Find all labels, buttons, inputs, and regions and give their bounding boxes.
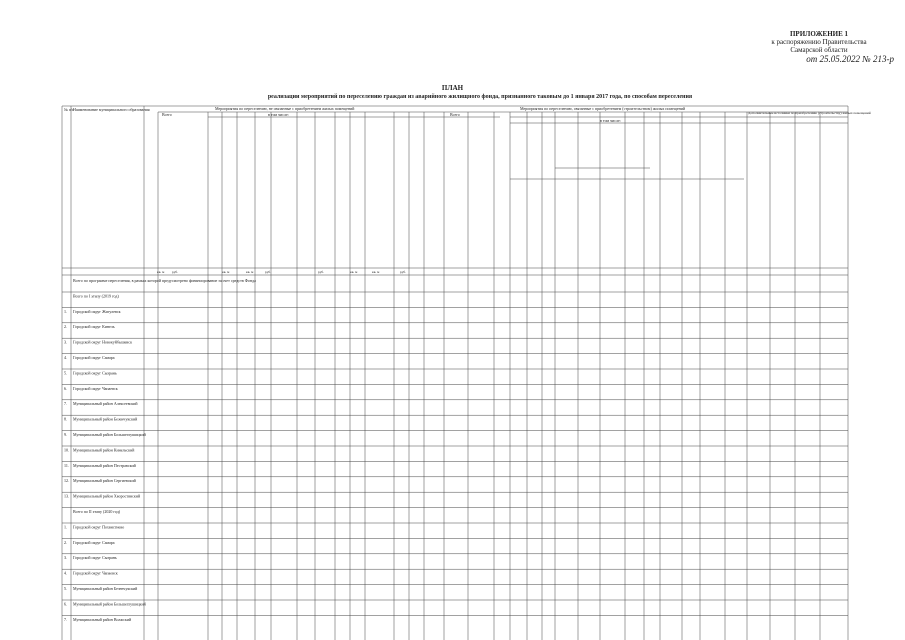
row-number: 9. [64,432,67,437]
header-total-2: Всего [450,112,460,117]
appendix-line-1: ПРИЛОЖЕНИЕ 1 [789,30,849,38]
unit-label: руб. [400,270,407,274]
header-including-1: в том числе: [268,112,289,117]
row-number: 8. [64,416,67,422]
row-name: Городской округ Жигулевск [73,308,121,314]
header-including-2: в том числе: [600,118,621,123]
row-number: 5. [64,370,67,376]
row-name: Муниципальный район Большеглушицкий [73,432,146,437]
appendix-date-ref: от 25.05.2022 № 213-р [806,54,894,64]
row-number: 4. [64,355,67,360]
row-number: 3. [64,339,67,345]
row-name: Муниципальный район Безенчукский [73,586,138,591]
row-number: 5. [64,586,67,591]
row-number: 10. [64,447,69,453]
header-group-2: Мероприятия по переселению, связанные с приобретением (строительством) жилых помещений [520,106,686,111]
row-number: 1. [64,524,67,530]
header-total-1: Всего [162,112,172,117]
header-group-1: Мероприятия по переселению, не связанные с приобретением жилых помещений [215,106,355,111]
page-title: ПЛАН [441,84,464,92]
row-name: Городской округ Чапаевск [73,570,118,576]
row-name: Муниципальный район Алексеевский [73,401,138,407]
header-additional: Дополнительные источники по приобретению (строительству) жилых помещений [748,111,871,115]
row-name: Городской округ Новокуйбышевск [73,339,133,345]
row-name: Городской округ Кинель [73,324,115,330]
row-name: Муниципальный район Безенчукский [73,416,138,422]
row-number: 6. [64,601,67,607]
row-name: Всего по II этапу (2020 год) [73,509,121,514]
unit-label: кв. м [372,270,380,274]
row-name: Городской округ Чапаевск [73,385,118,391]
row-number: 13. [64,493,69,499]
row-name: Городской округ Сызрань [73,555,117,561]
unit-label: кв. м [246,270,254,274]
unit-label: руб. [172,270,179,274]
header-number: № п/п [64,107,75,112]
unit-label: руб. [318,270,325,274]
unit-label: руб. [265,270,272,274]
row-name: Городской округ Самара [73,355,115,360]
row-name: Муниципальный район Хворостянский [73,493,141,499]
unit-label: кв. м [222,270,230,274]
row-number: 6. [64,385,67,391]
row-number: 2. [64,539,67,545]
row-number: 11. [64,462,69,468]
row-number: 7. [64,616,67,622]
row-name: Всего по I этапу (2019 год) [73,293,119,299]
row-name: Городской округ Похвистнево [73,524,125,530]
row-number: 1. [64,308,67,314]
row-number: 7. [64,401,67,407]
row-name: Муниципальный район Пестравский [73,462,136,468]
unit-label: кв. м [157,270,165,274]
appendix-line-2: к распоряжению Правительства [771,38,867,46]
row-name: Муниципальный район Сергиевский [73,478,136,484]
unit-label: кв. м [350,270,358,274]
row-name: Всего по программе переселения, в рамках которой предусмотрено финансирование за счет средств Фонда [73,278,256,283]
row-number: 3. [64,555,67,561]
row-name: Городской округ Сызрань [73,370,117,376]
row-number: 4. [64,570,67,576]
row-name: Муниципальный район Кинельский [73,447,135,453]
row-name: Муниципальный район Большеглушицкий [73,601,146,607]
page-subtitle: реализации мероприятий по переселению граждан из аварийного жилищного фонда, признанного таковым до 1 января 2017 года, по способам переселения [267,94,693,100]
row-number: 2. [64,324,67,330]
row-name: Городской округ Самара [73,539,115,545]
appendix-line-3: Самарской области [790,46,848,54]
row-number: 12. [64,478,69,484]
row-name: Муниципальный район Волжский [73,616,132,622]
header-municipality: Наименование муниципального образования [73,107,150,112]
